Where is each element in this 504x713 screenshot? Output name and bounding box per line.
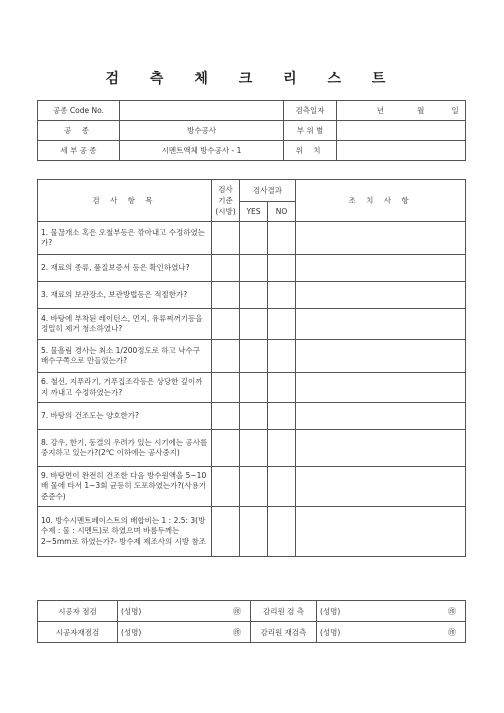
no-cell[interactable] — [268, 222, 296, 255]
standard-cell[interactable] — [212, 507, 240, 557]
standard-cell[interactable] — [212, 373, 240, 403]
header-yes: YES — [240, 202, 268, 222]
yes-cell[interactable] — [240, 507, 268, 557]
info-table — [37, 100, 466, 161]
part-value[interactable] — [337, 121, 466, 141]
inspector-check-label: 감리원 검 측 — [251, 601, 317, 622]
standard-cell[interactable] — [212, 255, 240, 282]
check-row — [38, 340, 466, 373]
yes-cell[interactable] — [240, 430, 268, 467]
work-label: 공 종 — [38, 121, 120, 141]
code-value[interactable] — [120, 101, 284, 121]
action-cell[interactable] — [296, 430, 466, 467]
yes-cell[interactable] — [240, 403, 268, 430]
check-item-6: 6. 철선, 지푸라기, 거푸집조각등은 상당한 깊이까지 까내고 수정하였는가? — [38, 373, 212, 403]
check-item-9: 9. 바탕면이 완전히 건조한 다음 방수원액을 5~10배 물에 타서 1~3회 균등히 도포하였는가?(사용기준준수) — [38, 467, 212, 507]
action-cell[interactable] — [296, 403, 466, 430]
check-item-5: 5. 물흘림 경사는 최소 1/200정도로 하고 낙수구 배수구쪽으로 만들었는가? — [38, 340, 212, 373]
detail-value[interactable]: 시멘트액체 방수공사 - 1 — [120, 141, 284, 161]
signature-name-label: (성명) — [121, 606, 142, 616]
action-cell[interactable] — [296, 255, 466, 282]
date-value[interactable] — [337, 101, 466, 121]
no-cell[interactable] — [268, 309, 296, 340]
location-label: 위 치 — [284, 141, 337, 161]
check-item-1: 1. 물끊개소 혹은 오철부등은 깎아내고 수정하였는가? — [38, 222, 212, 255]
yes-cell[interactable] — [240, 255, 268, 282]
standard-cell[interactable] — [212, 309, 240, 340]
seal-icon: ㊞ — [233, 606, 241, 616]
detail-label: 세 부 공 종 — [38, 141, 120, 161]
yes-cell[interactable] — [240, 373, 268, 403]
action-cell[interactable] — [296, 340, 466, 373]
check-row — [38, 282, 466, 309]
signature-name-label: (성명) — [320, 627, 341, 637]
check-row — [38, 222, 466, 255]
code-label: 공종 Code No. — [38, 101, 120, 121]
seal-icon: ㊞ — [448, 627, 456, 637]
contractor-recheck-signature[interactable] — [118, 622, 251, 643]
checklist-table — [37, 179, 466, 557]
check-item-3: 3. 재료의 보관장소, 보관방법등은 적절한가? — [38, 282, 212, 309]
signature-name-label: (성명) — [121, 627, 142, 637]
standard-cell[interactable] — [212, 467, 240, 507]
check-row — [38, 309, 466, 340]
location-value[interactable] — [337, 141, 466, 161]
no-cell[interactable] — [268, 282, 296, 309]
standard-cell[interactable] — [212, 222, 240, 255]
standard-cell[interactable] — [212, 340, 240, 373]
contractor-check-label: 시공자 점검 — [38, 601, 118, 622]
header-standard-line1: 검사기준 — [218, 185, 233, 205]
header-result: 검사결과 — [240, 180, 296, 202]
no-cell[interactable] — [268, 373, 296, 403]
check-item-4: 4. 바탕에 부착된 레이턴스, 먼지, 유류찌꺼기등을 정밀히 제거 청소하였나? — [38, 309, 212, 340]
inspector-check-signature[interactable] — [317, 601, 466, 622]
no-cell[interactable] — [268, 507, 296, 557]
signature-table — [37, 600, 466, 643]
date-label: 검측일자 — [284, 101, 337, 121]
yes-cell[interactable] — [240, 222, 268, 255]
check-item-7: 7. 바탕의 건조도는 양호한가? — [38, 403, 212, 430]
contractor-recheck-label: 시공자재점검 — [38, 622, 118, 643]
check-item-10: 10. 방수시멘트페이스트의 배합비는 1 : 2.5: 3(방수제 : 물 : 시멘트)로 하였으며 바름두께는 2~5mm로 하였는가?- 방수제 제조사의 시방 참조 — [38, 507, 212, 557]
header-standard-line2: (시방) — [215, 207, 236, 216]
yes-cell[interactable] — [240, 340, 268, 373]
document-title: 검 측 체 크 리 스 트 — [105, 71, 399, 87]
part-label: 부 위 별 — [284, 121, 337, 141]
seal-icon: ㊞ — [233, 627, 241, 637]
action-cell[interactable] — [296, 507, 466, 557]
date-day: 일 — [451, 106, 459, 115]
standard-cell[interactable] — [212, 430, 240, 467]
date-year: 년 — [376, 106, 384, 115]
action-cell[interactable] — [296, 309, 466, 340]
contractor-check-signature[interactable] — [118, 601, 251, 622]
check-row — [38, 255, 466, 282]
header-item: 검 사 항 목 — [38, 180, 212, 222]
action-cell[interactable] — [296, 467, 466, 507]
work-value[interactable]: 방수공사 — [120, 121, 284, 141]
check-item-2: 2. 재료의 종류, 품질보증서 등은 확인하였나? — [38, 255, 212, 282]
seal-icon: ㊞ — [448, 606, 456, 616]
no-cell[interactable] — [268, 430, 296, 467]
header-standard — [212, 180, 240, 222]
no-cell[interactable] — [268, 340, 296, 373]
signature-name-label: (성명) — [320, 606, 341, 616]
check-row — [38, 467, 466, 507]
date-month: 월 — [417, 106, 425, 115]
yes-cell[interactable] — [240, 467, 268, 507]
action-cell[interactable] — [296, 373, 466, 403]
standard-cell[interactable] — [212, 282, 240, 309]
check-row — [38, 430, 466, 467]
standard-cell[interactable] — [212, 403, 240, 430]
check-row — [38, 373, 466, 403]
no-cell[interactable] — [268, 255, 296, 282]
inspector-recheck-label: 감리원 재검측 — [251, 622, 317, 643]
check-item-8: 8. 강우, 한기, 동결의 우려가 있는 시기에는 공사를 중지하고 있는가?(2℃ 이하에는 공사중지) — [38, 430, 212, 467]
header-no: NO — [268, 202, 296, 222]
yes-cell[interactable] — [240, 309, 268, 340]
no-cell[interactable] — [268, 467, 296, 507]
yes-cell[interactable] — [240, 282, 268, 309]
check-row — [38, 403, 466, 430]
action-cell[interactable] — [296, 282, 466, 309]
no-cell[interactable] — [268, 403, 296, 430]
check-row — [38, 507, 466, 557]
inspector-recheck-signature[interactable] — [317, 622, 466, 643]
action-cell[interactable] — [296, 222, 466, 255]
header-action: 조 치 사 항 — [296, 180, 466, 222]
